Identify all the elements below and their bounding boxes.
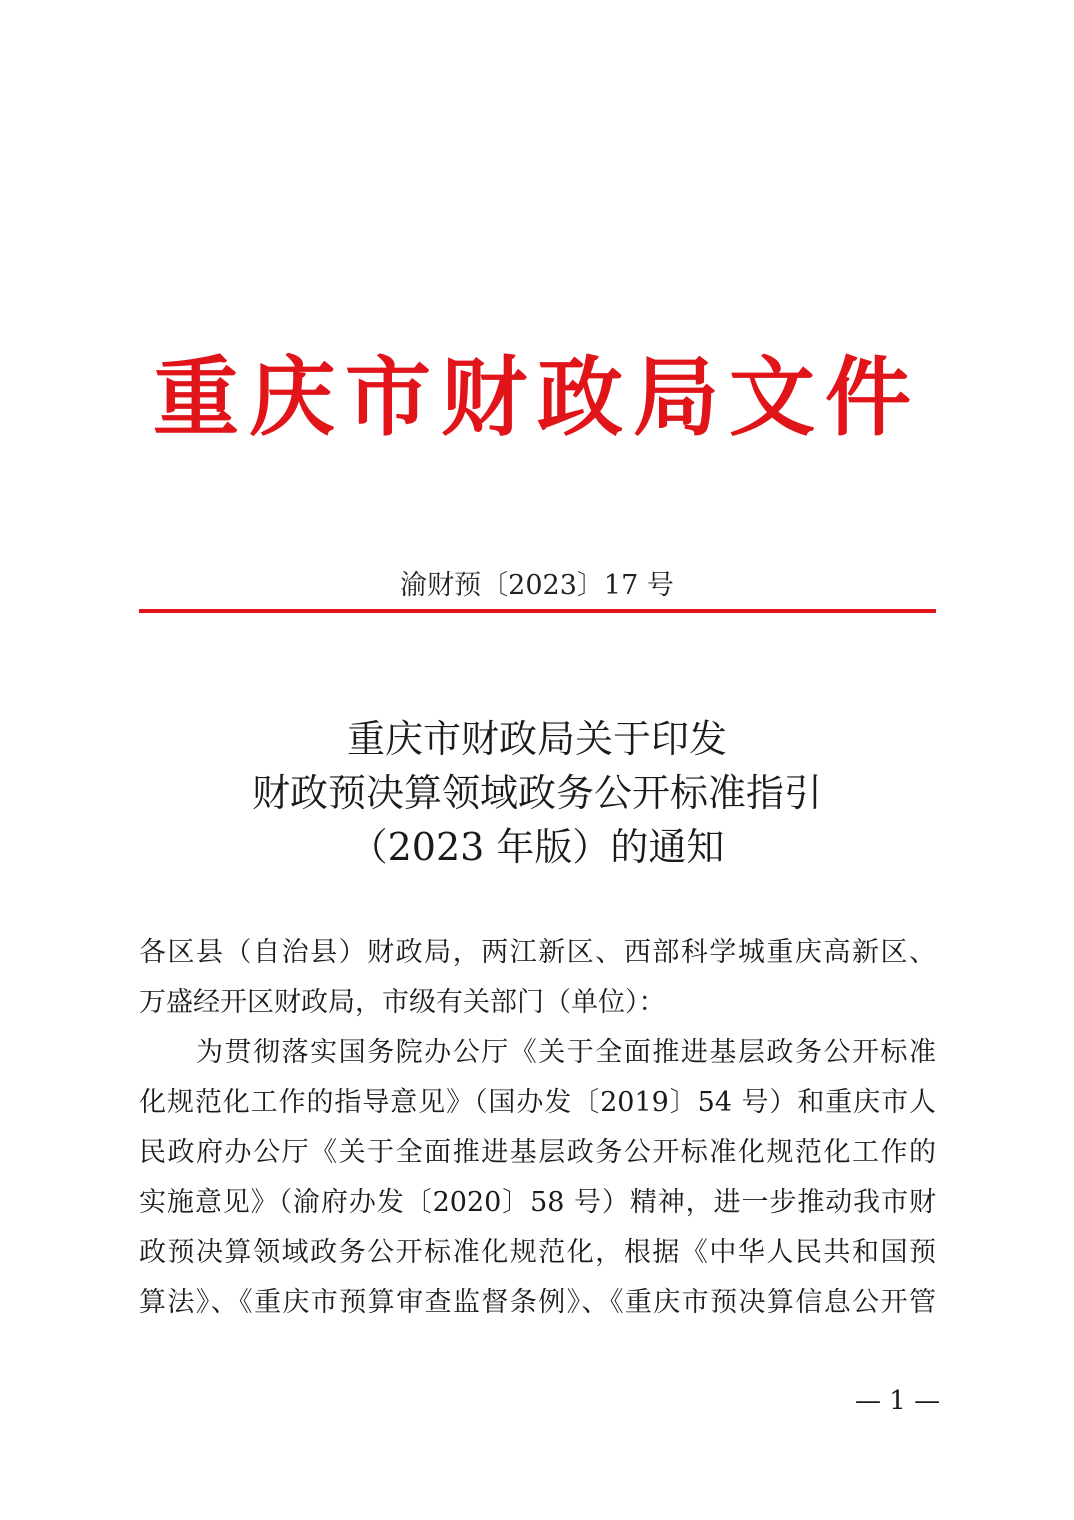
title-line-2: 财政预决算领域政务公开标准指引 — [251, 771, 822, 815]
document-title — [0, 712, 1074, 874]
body-line-3: 为贯彻落实国务院办公厅《关于全面推进基层政务公开标准 — [139, 1037, 936, 1068]
body-line-8: 算法》、《重庆市预算审查监督条例》、《重庆市预决算信息公开管 — [139, 1287, 936, 1318]
body-line-7: 政预决算领域政务公开标准化规范化，根据《中华人民共和国预 — [139, 1237, 936, 1268]
body-line-4: 化规范化工作的指导意见》（国办发〔2019〕54 号）和重庆市人 — [139, 1087, 936, 1118]
page-number: — 1 — — [855, 1386, 941, 1416]
body-line-1: 各区县（自治县）财政局，两江新区、西部科学城重庆高新区、 — [139, 937, 936, 968]
title-line-1: 重庆市财政局关于印发 — [346, 717, 727, 761]
body-line-6: 实施意见》（渝府办发〔2020〕58 号）精神，进一步推动我市财 — [139, 1187, 936, 1218]
masthead-title: 重庆市财政局文件 — [153, 347, 921, 448]
body-line-5: 民政府办公厅《关于全面推进基层政务公开标准化规范化工作的 — [139, 1137, 936, 1168]
document-number: 渝财预〔2023〕17 号 — [400, 570, 674, 601]
body-text — [139, 928, 936, 1328]
red-divider-rule — [139, 609, 936, 613]
body-line-2: 万盛经开区财政局，市级有关部门（单位）： — [139, 987, 666, 1018]
title-line-3: （2023 年版）的通知 — [349, 825, 725, 869]
